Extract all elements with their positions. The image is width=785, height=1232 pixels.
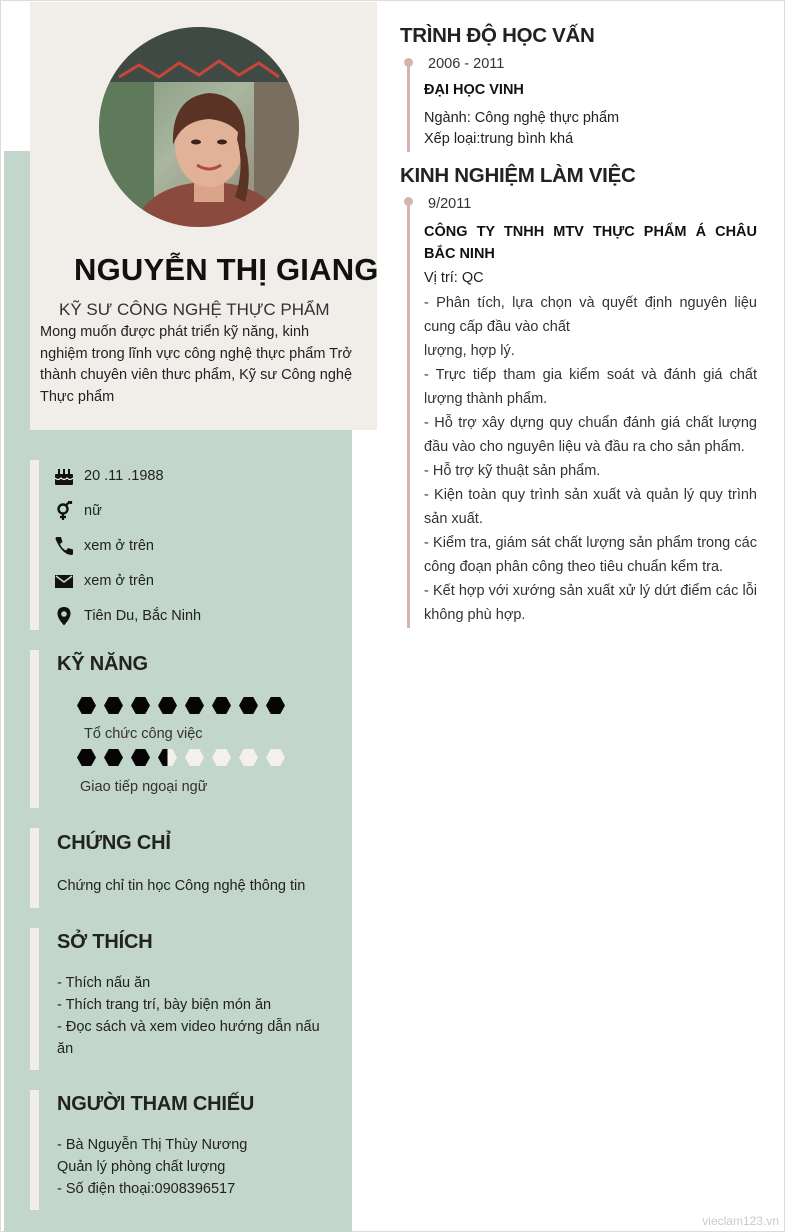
birthday-text: 20 .11 .1988 [84, 468, 164, 484]
education-timeline-line [407, 60, 410, 152]
education-grade: Xếp loại:trung bình khá [424, 131, 574, 147]
skill-hexagon-filled [185, 697, 204, 714]
skill-hexagon-empty [239, 749, 258, 766]
skill-hexagon-filled [131, 697, 150, 714]
contact-birthday [54, 464, 164, 488]
skill-hexagon-filled [212, 697, 231, 714]
career-objective: Mong muốn được phát triển kỹ năng, kinh nghiệm trong lĩnh vực công nghệ thực phẩm Trở thành chuyên viên thưc phẩm, Kỹ sư Công nghệ Thực phẩm [40, 324, 353, 406]
experience-title: KINH NGHIỆM LÀM VIỆC [400, 164, 636, 187]
experience-duties [424, 291, 757, 627]
references-title: NGƯỜI THAM CHIẾU [57, 1093, 255, 1115]
duty-line: - Hỗ trợ xây dựng quy chuẩn đánh giá chất lượng đầu vào cho nguyên liệu và đầu ra cho sản phẩm. [424, 415, 757, 455]
skill-hexagon-filled [77, 697, 96, 714]
skill-hexagon-filled [77, 749, 96, 766]
experience-position: Vị trí: QC [424, 270, 484, 286]
hobbies-accent-bar [30, 928, 39, 1070]
reference-line: Quản lý phòng chất lượng [57, 1159, 226, 1175]
location-pin-icon [54, 606, 74, 626]
skills-accent-bar [30, 650, 39, 808]
phone-text: xem ở trên [84, 538, 154, 554]
skills-title: KỸ NĂNG [57, 653, 148, 675]
experience-timeline-dot [404, 197, 413, 206]
duty-line: - Kết hợp với xướng sản xuất xử lý dứt điểm các lỗi không phù hợp. [424, 583, 757, 623]
skill-label-1: Giao tiếp ngoại ngữ [80, 779, 208, 795]
experience-date: 9/2011 [428, 196, 472, 212]
avatar [99, 27, 299, 227]
duty-line: - Kiểm tra, giám sát chất lượng sản phẩm trong các công đoạn phân công theo tiêu chuẩn kểm tra. [424, 535, 757, 575]
skill-hexagon-filled [131, 749, 150, 766]
duty-line: - Hỗ trợ kỹ thuật sản phẩm. [424, 463, 601, 479]
skill-hexagon-empty [158, 749, 177, 766]
skill-hexagon-empty [266, 749, 285, 766]
education-title: TRÌNH ĐỘ HỌC VẤN [400, 24, 595, 47]
skill-label-0: Tổ chức công việc [84, 726, 203, 742]
birthday-cake-icon [54, 466, 74, 486]
certificates-text [57, 875, 305, 897]
skill-hexagon-filled [239, 697, 258, 714]
hobby-line: ăn [57, 1041, 74, 1057]
skill-hexagon-filled [158, 697, 177, 714]
certificate-item: Chứng chỉ tin học Công nghệ thông tin [57, 878, 306, 894]
education-major: Ngành: Công nghệ thực phẩm [424, 110, 620, 126]
references-list [57, 1134, 247, 1200]
education-school: ĐẠI HỌC VINH [424, 82, 524, 98]
certificates-accent-bar [30, 828, 39, 908]
hobby-line: - Thích trang trí, bày biện món ăn [57, 997, 272, 1013]
full-name: NGUYỄN THỊ GIANG [74, 252, 379, 287]
references-accent-bar [30, 1090, 39, 1210]
skill-hexagon-filled [104, 749, 123, 766]
skill-rating-0 [77, 697, 293, 714]
education-date: 2006 - 2011 [428, 56, 505, 72]
duty-line: lượng, hợp lý. [424, 343, 515, 359]
hobby-line: - Đọc sách và xem video hướng dẫn nấu [57, 1019, 320, 1035]
gender-text: nữ [84, 503, 102, 519]
certificates-title: CHỨNG CHỈ [57, 832, 171, 854]
contact-phone [54, 534, 154, 558]
job-title: KỸ SƯ CÔNG NGHỆ THỰC PHẨM [59, 300, 330, 319]
duty-line: - Trực tiếp tham gia kiểm soát và đánh giá chất lượng thành phẩm. [424, 367, 757, 407]
reference-line: - Số điện thoại:0908396517 [57, 1181, 236, 1197]
reference-line: - Bà Nguyễn Thị Thùy Nương [57, 1137, 248, 1153]
experience-company: CÔNG TY TNHH MTV THỰC PHẨM Á CHÂU BẮC NINH [424, 224, 757, 262]
skill-hexagon-empty [185, 749, 204, 766]
hobbies-title: SỞ THÍCH [57, 931, 153, 953]
email-text: xem ở trên [84, 573, 154, 589]
skill-hexagon-filled [104, 697, 123, 714]
footer-watermark: vieclam123.vn [702, 1214, 779, 1228]
duty-line: - Phân tích, lựa chọn và quyết định nguyên liệu cung cấp đầu vào chất [424, 295, 757, 335]
skill-hexagon-empty [212, 749, 231, 766]
address-text: Tiên Du, Bắc Ninh [84, 608, 202, 624]
contact-address [54, 604, 202, 628]
contact-email [54, 569, 154, 593]
duty-line: - Kiện toàn quy trình sản xuất và quản lý quy trình sản xuất. [424, 487, 757, 527]
hobbies-list [57, 972, 320, 1060]
skill-hexagon-filled [266, 697, 285, 714]
skill-rating-1 [77, 749, 293, 766]
hobby-line: - Thích nấu ăn [57, 975, 151, 991]
phone-icon [54, 536, 74, 556]
email-icon [54, 571, 74, 591]
education-timeline-dot [404, 58, 413, 67]
contact-accent-bar [30, 460, 39, 630]
experience-timeline-line [407, 200, 410, 628]
contact-gender [54, 499, 102, 523]
gender-icon [54, 501, 74, 521]
